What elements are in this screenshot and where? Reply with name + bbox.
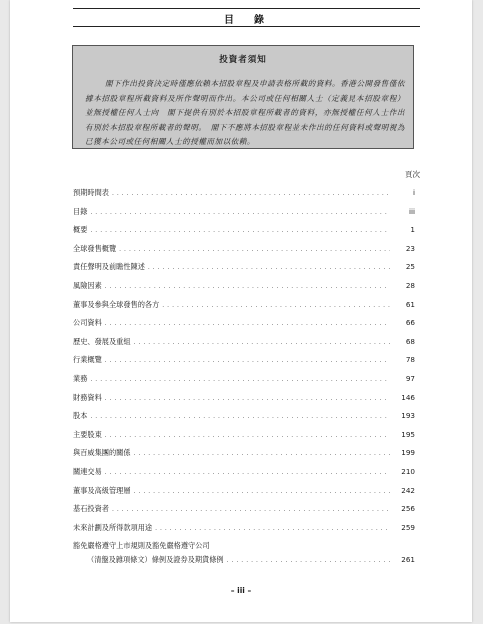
notice-heading: 投資者須知: [219, 55, 267, 65]
toc-entry-page: 97: [405, 373, 415, 383]
toc-entry[interactable]: [73, 318, 415, 337]
toc-leader-dots: [90, 376, 390, 383]
toc-entry[interactable]: [73, 504, 415, 523]
toc-entry-page: 210: [401, 466, 415, 476]
toc-entry-label: 財務資料: [73, 392, 102, 402]
toc-entry-page: 61: [405, 299, 415, 309]
toc-entry-label: 關連交易: [73, 466, 102, 476]
toc-entry-label: 概要: [73, 225, 88, 235]
toc-leader-dots: [134, 488, 390, 495]
toc-entry[interactable]: [73, 411, 415, 430]
toc-entry-label: 目錄: [73, 206, 88, 216]
toc-entry[interactable]: [73, 486, 415, 505]
toc-entry-page: 199: [401, 448, 415, 458]
document-page: [10, 0, 472, 622]
toc-leader-dots: [134, 450, 390, 457]
toc-entry[interactable]: [73, 207, 415, 226]
toc-entry-label: 基石投資者: [73, 504, 109, 514]
toc-entry-page: 193: [401, 411, 415, 421]
toc-leader-dots: [162, 302, 390, 309]
toc-entry[interactable]: [73, 393, 415, 412]
toc-entry-page: 28: [405, 280, 415, 290]
toc-entry-label: 風險因素: [73, 280, 102, 290]
toc-leader-dots: [105, 469, 390, 476]
toc-entry-page: 1: [410, 225, 415, 235]
toc-entry-page: 23: [405, 243, 415, 253]
toc-entry[interactable]: [73, 374, 415, 393]
toc-entry[interactable]: [73, 300, 415, 319]
toc-entry-page: iii: [409, 206, 415, 216]
toc-entry-label: 主要股東: [73, 429, 102, 439]
toc-entry-multiline[interactable]: [73, 541, 415, 555]
toc-entry-label: 未來計劃及所得款項用途: [73, 522, 153, 532]
toc-entry[interactable]: [73, 244, 415, 263]
toc-leader-dots: [105, 432, 390, 439]
toc-entry[interactable]: [73, 523, 415, 542]
title-rule: [73, 26, 420, 27]
toc-entry-page: 261: [401, 555, 415, 565]
toc-entry-page: 25: [405, 262, 415, 272]
table-of-contents: [73, 188, 415, 565]
toc-entry[interactable]: [73, 337, 415, 356]
toc-entry-page: 66: [405, 318, 415, 328]
page-title: 目 錄: [224, 15, 269, 26]
toc-entry-label: 與百威集團的關係: [73, 448, 131, 458]
toc-entry-label: 業務: [73, 373, 88, 383]
toc-leader-dots: [90, 227, 390, 234]
toc-leader-dots: [105, 395, 390, 402]
toc-leader-dots: [112, 190, 390, 197]
toc-entry[interactable]: [73, 281, 415, 300]
toc-entry[interactable]: [73, 355, 415, 374]
toc-entry[interactable]: [73, 188, 415, 207]
toc-entry-page: 242: [401, 485, 415, 495]
toc-entry-page: 68: [405, 336, 415, 346]
toc-leader-dots: [227, 557, 390, 564]
toc-leader-dots: [105, 357, 390, 364]
toc-entry-page: 78: [405, 355, 415, 365]
toc-leader-dots: [105, 283, 390, 290]
toc-entry-page: 195: [401, 429, 415, 439]
page-column-header: 頁次: [405, 170, 420, 179]
toc-leader-dots: [155, 525, 390, 532]
toc-entry[interactable]: [73, 467, 415, 486]
toc-leader-dots: [112, 506, 390, 513]
toc-entry[interactable]: [73, 225, 415, 244]
toc-entry-label: 公司資料: [73, 318, 102, 328]
toc-entry[interactable]: [73, 430, 415, 449]
toc-leader-dots: [90, 209, 390, 216]
toc-entry-label: （清盤及雜項條文）條例及證券及期貨條例: [87, 555, 224, 565]
toc-entry-label: 豁免嚴格遵守上市規則及豁免嚴格遵守公司: [73, 541, 210, 551]
toc-entry[interactable]: [73, 262, 415, 281]
investor-notice-box: [72, 45, 414, 149]
toc-entry-label: 預期時間表: [73, 188, 109, 197]
toc-entry-label: 全球發售概覽: [73, 243, 117, 253]
toc-entry-label: 董事及高級管理層: [73, 485, 131, 495]
toc-entry-page: 146: [401, 392, 415, 402]
page-number-footer: – iii –: [230, 586, 252, 595]
toc-leader-dots: [90, 413, 390, 420]
top-rule: [73, 8, 420, 9]
toc-entry-label: 董事及參與全球發售的各方: [73, 299, 160, 309]
toc-entry-page: i: [413, 188, 415, 197]
toc-entry[interactable]: [73, 448, 415, 467]
toc-leader-dots: [134, 339, 390, 346]
toc-entry-page: 256: [401, 504, 415, 514]
toc-entry-label: 行業概覽: [73, 355, 102, 365]
toc-leader-dots: [148, 264, 390, 271]
notice-body: 閣下作出投資決定時僅應依賴本招股章程及申請表格所載的資料。香港公開發售僅依據本招股章程所載資料及所作聲明而作出。本公司或任何相關人士（定義見本招股章程）並無授權任何人士向 閣下提供有別於本招股章程所載者的資料，亦無授權任何人士作出有別於本招股章程所載者的聲明。 閣下不應將本招股章程並未作出的任何資料或聲明視為已獲本公司或任何相關人士的授權而加以依賴。: [85, 79, 405, 147]
toc-entry-label: 責任聲明及前瞻性陳述: [73, 262, 145, 272]
toc-entry-page: 259: [401, 522, 415, 532]
toc-entry-label: 歷史、發展及重組: [73, 336, 131, 346]
toc-entry-multiline-cont[interactable]: [73, 555, 415, 565]
toc-entry-label: 股本: [73, 411, 88, 421]
toc-leader-dots: [119, 246, 390, 253]
toc-leader-dots: [105, 320, 390, 327]
